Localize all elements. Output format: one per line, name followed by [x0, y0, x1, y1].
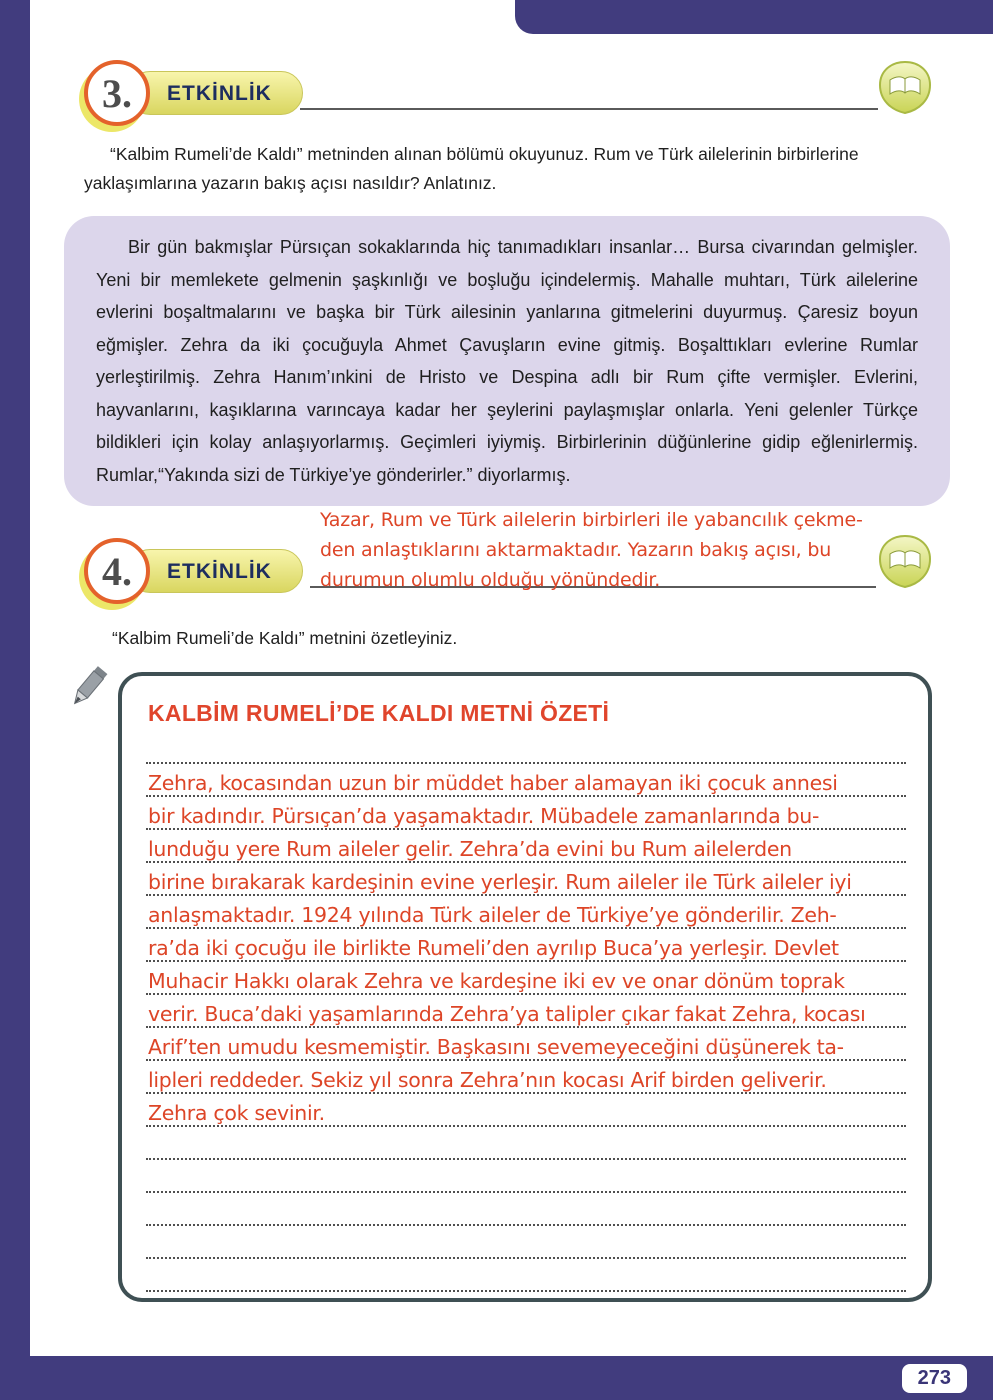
handwritten-line: Zehra çok sevinir. [148, 1101, 325, 1125]
reading-passage-text: Bir gün bakmışlar Pürsıçan sokaklarında hiç tanımadıkları insanlar… Bursa civarından gelmişler. Yeni bir memlekete gelmenin şaşkınlığı ve boşluğu içindelermiş. Mahalle muhtarı, Türk ailelerine evlerini boşaltmalarını ve başka bir Türk ailesinin yanlarına gitmelerini duyurmuş. Çaresiz boyun eğmişler. Zehra da iki çocuğuyla Ahmet Çavuşların evine gitmiş. Boşalttıkları evlerine Rumlar yerleştirilmiş. Zehra Hanım’ınkini de Hristo ve Despina adlı bir Rum çifte vermişler. Evlerini, hayvanlarını, kaşıklarına varıncaya kadar her şeylerini paylaşmışlar onlarla. Yeni gelenler Türkçe bildikleri için kolay anlaşıyorlarmış. Geçimleri iyiymiş. Birbirlerinin düğünlerine gidip eğlenirlermiş. Rumlar,“Yakında sizi de Türkiye’ye gönderirler.” diyorlarmış. [96, 237, 918, 485]
activity-3-header [84, 60, 303, 126]
writing-line [146, 1193, 906, 1226]
activity-3-rule [300, 108, 878, 110]
handwritten-line: verir. Buca’daki yaşamlarında Zehra’ya talipler çıkar fakat Zehra, kocası [148, 1002, 866, 1026]
writing-line [146, 1226, 906, 1259]
handwritten-line: durumun olumlu olduğu yönündedir. [320, 569, 661, 591]
activity-3-number-badge [84, 60, 150, 126]
book-icon [876, 58, 934, 116]
handwritten-line: birine bırakarak kardeşinin evine yerleşir. Rum aileler ile Türk aileler iyi [148, 870, 852, 894]
writing-line [146, 1160, 906, 1193]
handwritten-line: Arif’ten umudu kesmemiştir. Başkasını sevemeyeceğini düşünerek ta- [148, 1035, 844, 1059]
summary-title: KALBİM RUMELİ’DE KALDI METNİ ÖZETİ [148, 700, 610, 726]
page-number: 273 [902, 1364, 967, 1393]
summary-writing-box [118, 672, 932, 1302]
handwritten-line: lipleri reddeder. Sekiz yıl sonra Zehra’nın kocası Arif birden geliverir. [148, 1068, 827, 1092]
activity-4-number: 4. [102, 548, 132, 594]
handwritten-line: Muhacir Hakkı olarak Zehra ve kardeşine iki ev ve onar dönüm toprak [148, 969, 845, 993]
activity-4-label: ETKİNLİK [128, 549, 303, 593]
reading-passage-box [64, 216, 950, 506]
writing-lines-area [146, 731, 906, 1292]
activity-4-header [84, 538, 303, 604]
handwritten-line: ra’da iki çocuğu ile birlikte Rumeli’den ayrılıp Buca’ya yerleşir. Devlet [148, 936, 839, 960]
activity-4-instruction: “Kalbim Rumeli’de Kaldı” metnini özetleyiniz. [112, 628, 458, 648]
activity-4-number-badge [84, 538, 150, 604]
summary-handwritten-text [148, 767, 918, 1130]
handwritten-line: anlaşmaktadır. 1924 yılında Türk aileler de Türkiye’ye gönderilir. Zeh- [148, 903, 837, 927]
handwritten-line: lunduğu yere Rum aileler gelir. Zehra’da evini bu Rum ailelerden [148, 837, 792, 861]
handwritten-line: bir kadındır. Pürsıçan’da yaşamaktadır. Mübadele zamanlarında bu- [148, 804, 820, 828]
handwritten-line: Zehra, kocasından uzun bir müddet haber alamayan iki çocuk annesi [148, 771, 838, 795]
handwritten-line: Yazar, Rum ve Türk ailelerin birbirleri ile yabancılık çekme- [320, 509, 863, 531]
activity-3-number: 3. [102, 70, 132, 116]
activity-3-instruction: “Kalbim Rumeli’de Kaldı” metninden alınan bölümü okuyunuz. Rum ve Türk ailelerinin birbirlerine yaklaşımlarına yazarın bakış açısı nasıldır? Anlatınız. [84, 144, 859, 193]
writing-line [146, 1127, 906, 1160]
page-border-top [515, 0, 993, 34]
writing-line [146, 1259, 906, 1292]
page-border-left [0, 0, 30, 1400]
pencil-icon [58, 662, 114, 718]
page-border-bottom [0, 1356, 993, 1400]
handwritten-line: den anlaştıklarını aktarmaktadır. Yazarın bakış açısı, bu [320, 539, 832, 561]
writing-line [146, 731, 906, 764]
activity-3-handwritten-answer [320, 505, 900, 595]
activity-3-label: ETKİNLİK [128, 71, 303, 115]
